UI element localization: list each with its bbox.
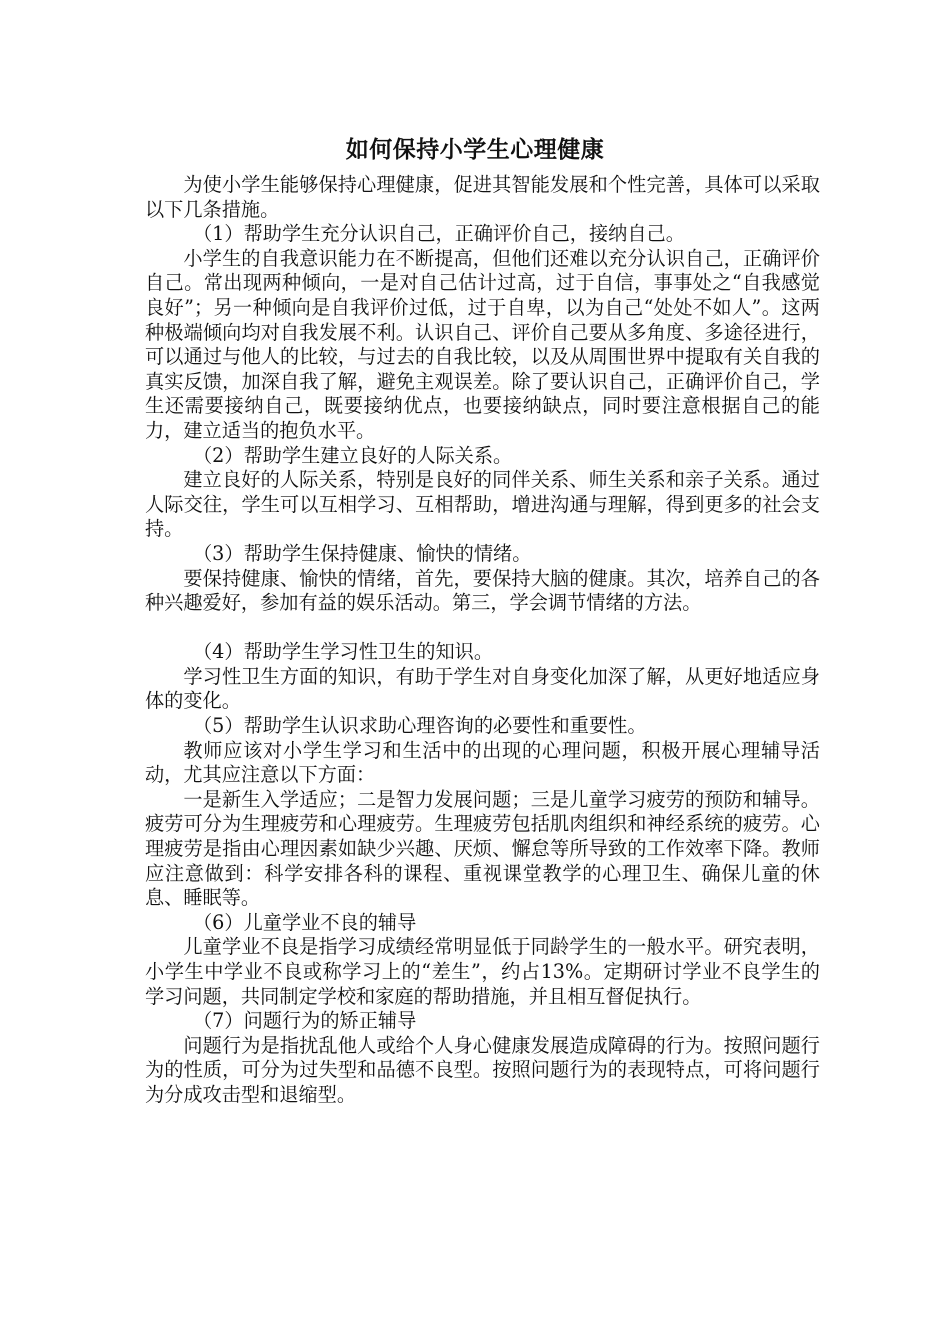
- section-5-body-continued: 一是新生入学适应；二是智力发展问题；三是儿童学习疲劳的预防和辅导。疲劳可分为生理疲劳和心理疲劳。生理疲劳包括肌肉组织和神经系统的疲劳。心理疲劳是指由心理因素如缺少兴趣、厌烦、懈怠等所导致的工作效率下降。教师应注意做到：科学安排各科的课程、重视课堂教学的心理卫生、确保儿童的休息、睡眠等。: [145, 787, 820, 910]
- section-7-heading: （7）问题行为的矫正辅导: [193, 1009, 417, 1033]
- section-1-heading: （1）帮助学生充分认识自己，正确评价自己，接纳自己。: [193, 222, 685, 246]
- blank-line: [145, 616, 820, 641]
- section-1-body: 小学生的自我意识能力在不断提高，但他们还难以充分认识自己，正确评价自己。常出现两种倾向，一是对自己估计过高，过于自信，事事处之“自我感觉良好”；另一种倾向是自我评价过低，过于自卑，以为自己“处处不如人”。这两种极端倾向均对自我发展不利。认识自己、评价自己要从多角度、多途径进行，可以通过与他人的比较，与过去的自我比较，以及从周围世界中提取有关自我的真实反馈，加深自我了解，避免主观误差。除了要认识自己，正确评价自己，学生还需要接纳自己，既要接纳优点，也要接纳缺点，同时要注意根据自己的能力，建立适当的抱负水平。: [145, 246, 820, 442]
- document-body: [145, 173, 820, 1108]
- section-4-heading: （4）帮助学生学习性卫生的知识。: [193, 640, 494, 664]
- section-5-body: 教师应该对小学生学习和生活中的出现的心理问题，积极开展心理辅导活动，尤其应注意以下方面：: [145, 738, 820, 787]
- section-5-heading: （5）帮助学生认识求助心理咨询的必要性和重要性。: [193, 714, 647, 738]
- section-3-body: 要保持健康、愉快的情绪，首先，要保持大脑的健康。其次，培养自己的各种兴趣爱好，参加有益的娱乐活动。第三，学会调节情绪的方法。: [145, 566, 820, 615]
- section-2-body: 建立良好的人际关系，特别是良好的同伴关系、师生关系和亲子关系。通过人际交往，学生可以互相学习、互相帮助，增进沟通与理解，得到更多的社会支持。: [145, 468, 820, 541]
- document-title: 如何保持小学生心理健康: [345, 137, 605, 163]
- section-2-heading: （2）帮助学生建立良好的人际关系。: [193, 443, 513, 467]
- section-3-heading: （3）帮助学生保持健康、愉快的情绪。: [193, 541, 532, 565]
- intro-paragraph: 为使小学生能够保持心理健康，促进其智能发展和个性完善，具体可以采取以下几条措施。: [145, 173, 820, 221]
- section-4-body: 学习性卫生方面的知识，有助于学生对自身变化加深了解，从更好地适应身体的变化。: [145, 664, 820, 713]
- section-6-heading: （6）儿童学业不良的辅导: [193, 910, 417, 934]
- section-6-body: 儿童学业不良是指学习成绩经常明显低于同龄学生的一般水平。研究表明，小学生中学业不良或称学习上的“差生”，约占13%。定期研讨学业不良学生的学习问题，共同制定学校和家庭的帮助措施，并且相互督促执行。: [145, 935, 820, 1008]
- section-7-body: 问题行为是指扰乱他人或给个人身心健康发展造成障碍的行为。按照问题行为的性质，可分为过失型和品德不良型。按照问题行为的表现特点，可将问题行为分成攻击型和退缩型。: [145, 1033, 820, 1106]
